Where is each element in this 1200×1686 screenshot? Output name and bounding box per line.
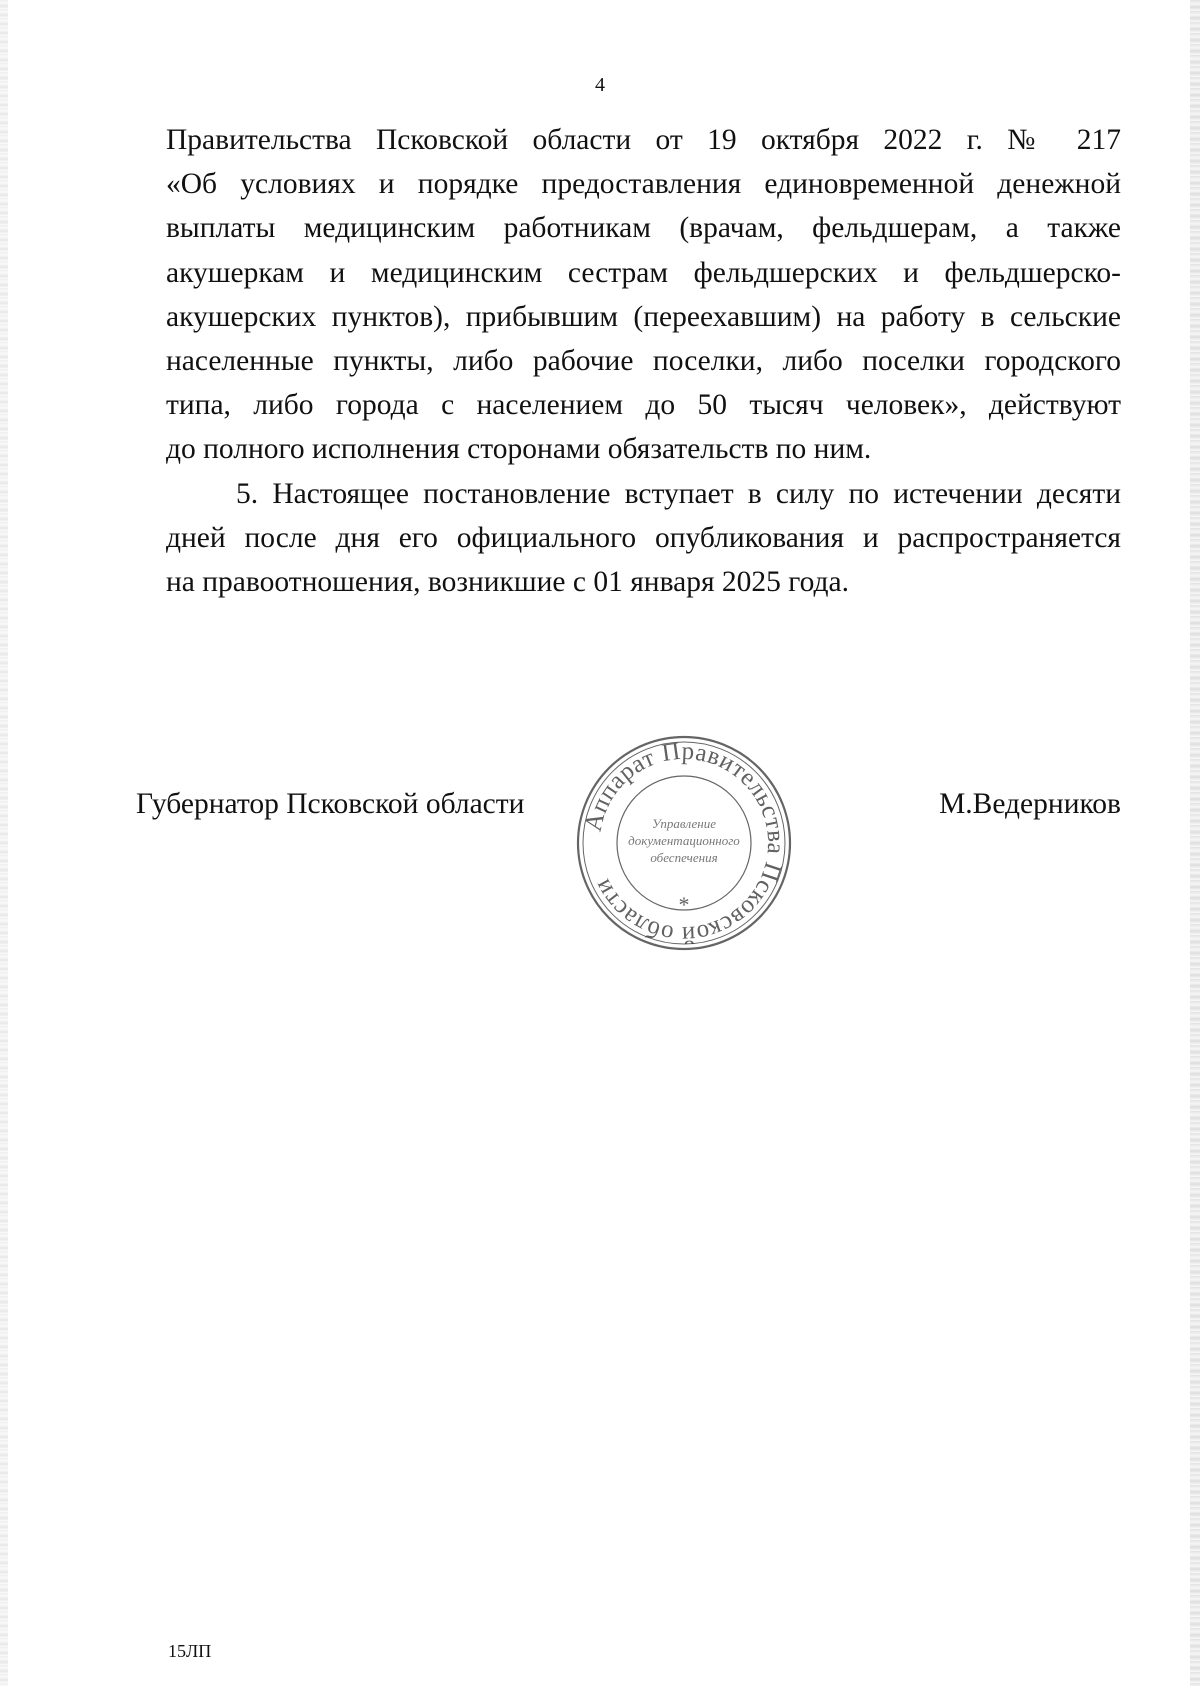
page-number: 4 [595, 74, 605, 96]
paragraph-item-5 [166, 472, 1121, 605]
text-line: типа, либо города с населением до 50 тысяч человек», действуют [166, 389, 1121, 422]
text-line: выплаты медицинским работникам (врачам, фельдшерам, а также [166, 212, 1121, 245]
scan-edge-left [0, 0, 8, 1686]
seal-star: * [678, 892, 690, 917]
paragraph-continuation [166, 118, 1121, 472]
official-seal-stamp [573, 732, 795, 954]
signatory-title: Губернатор Псковской области [136, 788, 525, 820]
text-line: 5. Настоящее постановление вступает в силу по истечении десяти [236, 477, 1121, 510]
footer-code: 15ЛП [168, 1641, 212, 1661]
seal-inner-line: обеспечения [650, 850, 718, 865]
seal-inner-line: документационного [628, 833, 740, 848]
text-line: Правительства Псковской области от 19 октября 2022 г. № 217 [166, 124, 1121, 156]
text-line: населенные пункты, либо рабочие поселки, либо поселки городского [166, 345, 1121, 378]
text-line: акушерских пунктов), прибывшим (переехавшим) на работу в сельские [166, 300, 1121, 333]
text-line: на правоотношения, возникшие с 01 января 2025 года. [166, 566, 850, 599]
seal-outer-text: Аппарат Правительства Псковской области [579, 737, 790, 949]
seal-inner-line: Управление [651, 816, 717, 831]
body-text [166, 118, 1121, 604]
text-line: «Об условиях и порядке предоставления единовременной денежной [166, 168, 1121, 201]
text-line: акушеркам и медицинским сестрам фельдшерских и фельдшерско- [166, 256, 1121, 289]
scan-edge-right [1190, 0, 1200, 1686]
text-line: дней после дня его официального опубликования и распространяется [166, 521, 1121, 554]
signatory-name: М.Ведерников [939, 788, 1121, 820]
text-line: до полного исполнения сторонами обязательств по ним. [166, 433, 872, 466]
